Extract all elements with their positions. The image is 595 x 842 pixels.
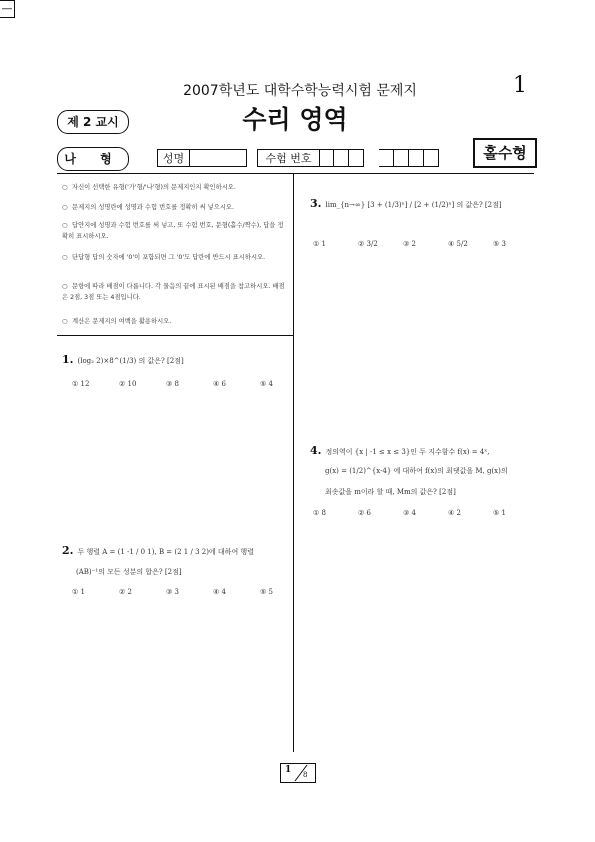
- choice-3[interactable]: ③ 4: [403, 509, 416, 517]
- period-badge: 제 2 교시: [57, 110, 129, 134]
- choice-5[interactable]: ⑤ 4: [260, 380, 273, 388]
- choice-1[interactable]: ① 1: [313, 240, 326, 248]
- choice-2[interactable]: ② 3/2: [358, 240, 378, 248]
- question-2-text-cont: (AB)⁻¹의 모든 성분의 합은? [2점]: [76, 568, 182, 576]
- exam-number-digit[interactable]: [424, 149, 439, 167]
- question-3: [310, 198, 535, 211]
- current-page: 1: [285, 765, 292, 775]
- exam-number-digit[interactable]: [409, 149, 424, 167]
- page-indicator: [280, 763, 316, 783]
- choice-3[interactable]: ③ 2: [403, 240, 416, 248]
- choice-5[interactable]: ⑤ 1: [493, 509, 506, 517]
- choice-4[interactable]: ④ 5/2: [448, 240, 468, 248]
- choice-2[interactable]: ② 2: [119, 588, 132, 596]
- question-2: [62, 545, 254, 558]
- exam-number-digit[interactable]: [394, 149, 409, 167]
- choice-5[interactable]: ⑤ 3: [493, 240, 506, 248]
- question-number: 4.: [310, 444, 322, 457]
- exam-number-digit[interactable]: [349, 149, 364, 167]
- choice-1[interactable]: ① 1: [72, 588, 85, 596]
- note-item: ○ 자신이 선택한 유형('가'형/'나'형)의 문제지인지 확인하시오.: [62, 184, 236, 191]
- total-pages: 8: [303, 771, 308, 779]
- question-text: 두 행렬 A = (1 -1 / 0 1), B = (2 1 / 3 2)에 대하여 행렬: [77, 548, 254, 556]
- type-badge: 나 형: [57, 147, 129, 171]
- question-text: 정의역이 {x | -1 ≤ x ≤ 3}인 두 지수함수 f(x) = 4ˣ,: [325, 448, 490, 456]
- exam-number-digit[interactable]: [319, 149, 334, 167]
- choice-4[interactable]: ④ 4: [213, 588, 226, 596]
- question-number: 2.: [62, 544, 74, 557]
- page-number: 1: [513, 73, 527, 98]
- choice-1[interactable]: ① 12: [72, 380, 90, 388]
- choice-4[interactable]: ④ 2: [448, 509, 461, 517]
- note-item: ○ 계산은 문제지의 여백을 활용하시오.: [62, 318, 172, 325]
- notes-divider: [57, 335, 293, 336]
- header-rule: [57, 173, 534, 174]
- exam-number-dash: —: [0, 0, 15, 18]
- question-number: 3.: [310, 197, 322, 210]
- question-1-choices: [72, 380, 307, 388]
- choice-3[interactable]: ③ 8: [166, 380, 179, 388]
- question-text: lim_{n→∞} [3 + (1/3)ⁿ] / [2 + (1/2)ⁿ] 의 값은? [2점]: [325, 201, 502, 209]
- question-1: [62, 354, 184, 367]
- question-2-choices: [72, 588, 307, 596]
- paper-type-box: 홀수형: [473, 138, 537, 168]
- question-3-choices: [313, 240, 538, 248]
- question-4-text-cont: 최솟값을 m이라 할 때, Mm의 값은? [2점]: [325, 488, 456, 496]
- question-text: (log₂ 2)×8^(1/3) 의 값은? [2점]: [77, 357, 184, 365]
- question-4-text-cont: g(x) = (1/2)^{x-4} 에 대하여 f(x)의 최댓값을 M, g(x)의: [325, 467, 508, 475]
- note-item: ○ 문제지의 성명란에 성명과 수험 번호를 정확히 써 넣으시오.: [62, 204, 234, 211]
- question-4-choices: [313, 509, 538, 517]
- subject-title: 수리 영역: [242, 105, 348, 134]
- exam-number-label: 수험 번호: [257, 149, 319, 167]
- choice-1[interactable]: ① 8: [313, 509, 326, 517]
- exam-title: 2007학년도 대학수학능력시험 문제지: [183, 83, 417, 99]
- note-item: ○ 답안지에 성명과 수험 번호를 써 넣고, 또 수험 번호, 문형(홀수/짝수), 답을 정확히 표시하시오.: [62, 222, 284, 240]
- name-label: 성명: [157, 149, 189, 167]
- exam-number-digit[interactable]: [379, 149, 394, 167]
- column-divider: [293, 174, 294, 752]
- question-4: [310, 445, 535, 458]
- choice-5[interactable]: ⑤ 5: [260, 588, 273, 596]
- exam-number-digit[interactable]: [334, 149, 349, 167]
- choice-2[interactable]: ② 6: [358, 509, 371, 517]
- choice-4[interactable]: ④ 6: [213, 380, 226, 388]
- question-number: 1.: [62, 353, 74, 366]
- note-item: ○ 단답형 답의 숫자에 '0'이 포함되면 그 '0'도 답란에 반드시 표시하시오.: [62, 254, 266, 261]
- name-field[interactable]: [189, 149, 247, 167]
- choice-3[interactable]: ③ 3: [166, 588, 179, 596]
- note-item: ○ 문항에 따라 배점이 다릅니다. 각 물음의 끝에 표시된 배점을 참고하시오. 배점은 2점, 3점 또는 4점입니다.: [62, 283, 285, 301]
- choice-2[interactable]: ② 10: [119, 380, 137, 388]
